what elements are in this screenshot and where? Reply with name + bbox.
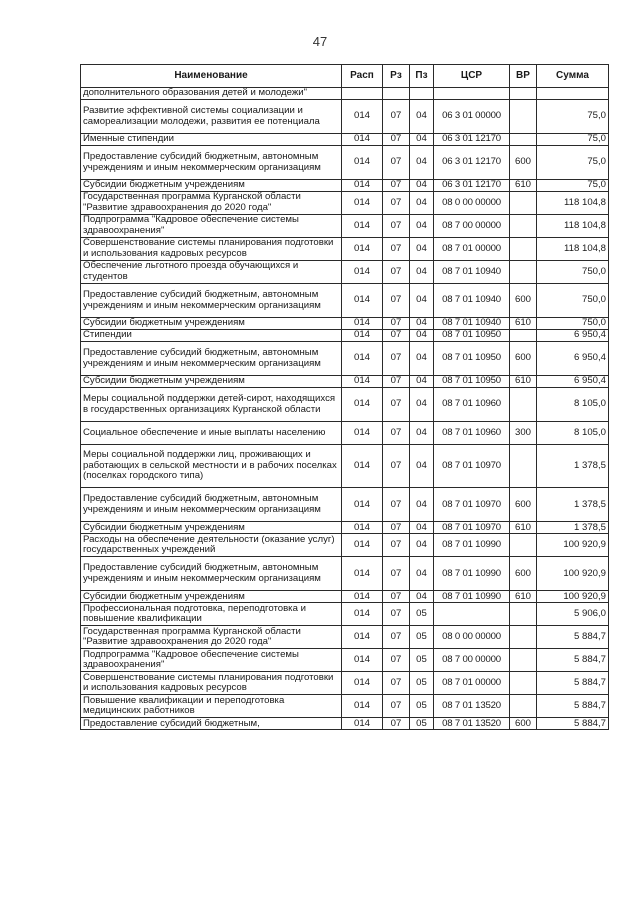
cell-name: Предоставление субсидий бюджетным, автономным учреждениям и иным некоммерческим организациям (81, 488, 342, 522)
cell-csr: 08 7 01 10990 (434, 534, 510, 557)
cell-csr: 08 7 01 13520 (434, 695, 510, 718)
cell-rz: 07 (383, 134, 410, 146)
cell-rz: 07 (383, 557, 410, 591)
table-row (81, 422, 609, 445)
cell-csr: 08 7 01 10940 (434, 318, 510, 330)
cell-vr (510, 388, 537, 422)
cell-sum (537, 88, 609, 100)
cell-csr: 08 7 01 10970 (434, 488, 510, 522)
cell-vr: 610 (510, 180, 537, 192)
cell-vr: 600 (510, 284, 537, 318)
cell-pz: 04 (410, 146, 434, 180)
cell-rz: 07 (383, 318, 410, 330)
cell-sum: 1 378,5 (537, 488, 609, 522)
cell-sum: 1 378,5 (537, 522, 609, 534)
cell-csr: 08 7 01 10950 (434, 330, 510, 342)
cell-rasp: 014 (342, 342, 383, 376)
cell-csr: 08 7 01 10990 (434, 557, 510, 591)
table-row (81, 557, 609, 591)
cell-vr (510, 649, 537, 672)
cell-csr: 08 7 01 10960 (434, 388, 510, 422)
cell-rz: 07 (383, 718, 410, 730)
cell-rz: 07 (383, 100, 410, 134)
cell-vr: 610 (510, 522, 537, 534)
table-row (81, 488, 609, 522)
cell-rasp: 014 (342, 215, 383, 238)
cell-csr: 08 7 00 00000 (434, 649, 510, 672)
cell-csr: 08 7 01 10950 (434, 342, 510, 376)
header-rz: Рз (383, 65, 410, 88)
cell-sum: 750,0 (537, 284, 609, 318)
cell-name: Социальное обеспечение и иные выплаты населению (81, 422, 342, 445)
cell-csr: 08 7 01 10940 (434, 284, 510, 318)
cell-vr (510, 330, 537, 342)
cell-rz (383, 88, 410, 100)
cell-sum: 8 105,0 (537, 422, 609, 445)
cell-pz: 04 (410, 100, 434, 134)
cell-name: дополнительного образования детей и молодежи" (81, 88, 342, 100)
table-body (81, 88, 609, 730)
cell-name: Стипендии (81, 330, 342, 342)
cell-vr (510, 100, 537, 134)
cell-pz: 05 (410, 603, 434, 626)
cell-pz: 05 (410, 695, 434, 718)
cell-pz: 04 (410, 180, 434, 192)
cell-name: Совершенствование системы планирования подготовки и использования кадровых ресурсов (81, 238, 342, 261)
table-row (81, 534, 609, 557)
cell-pz: 04 (410, 422, 434, 445)
cell-vr (510, 134, 537, 146)
table-header (81, 65, 609, 88)
budget-table (80, 64, 609, 730)
cell-rz: 07 (383, 672, 410, 695)
cell-name: Предоставление субсидий бюджетным, автономным учреждениям и иным некоммерческим организациям (81, 557, 342, 591)
cell-name: Расходы на обеспечение деятельности (оказание услуг) государственных учреждений (81, 534, 342, 557)
cell-vr (510, 603, 537, 626)
cell-rz: 07 (383, 342, 410, 376)
cell-csr: 06 3 01 12170 (434, 134, 510, 146)
table-row (81, 134, 609, 146)
cell-vr (510, 192, 537, 215)
cell-csr: 08 7 01 10990 (434, 591, 510, 603)
cell-pz: 04 (410, 318, 434, 330)
cell-sum: 6 950,4 (537, 342, 609, 376)
cell-name: Предоставление субсидий бюджетным, автономным учреждениям и иным некоммерческим организациям (81, 284, 342, 318)
header-name: Наименование (81, 65, 342, 88)
cell-sum: 118 104,8 (537, 215, 609, 238)
cell-name: Субсидии бюджетным учреждениям (81, 591, 342, 603)
table-row (81, 626, 609, 649)
cell-rasp: 014 (342, 488, 383, 522)
cell-rasp: 014 (342, 557, 383, 591)
cell-rz: 07 (383, 445, 410, 488)
cell-vr: 600 (510, 557, 537, 591)
cell-name: Подпрограмма "Кадровое обеспечение системы здравоохранения" (81, 215, 342, 238)
cell-rasp: 014 (342, 422, 383, 445)
cell-rasp: 014 (342, 534, 383, 557)
table-row (81, 718, 609, 730)
cell-sum: 118 104,8 (537, 192, 609, 215)
cell-vr: 300 (510, 422, 537, 445)
table-row (81, 342, 609, 376)
cell-rasp: 014 (342, 192, 383, 215)
cell-csr: 08 7 01 10950 (434, 376, 510, 388)
cell-rasp: 014 (342, 718, 383, 730)
cell-name: Обеспечение льготного проезда обучающихся и студентов (81, 261, 342, 284)
cell-rasp: 014 (342, 318, 383, 330)
page-number: 47 (312, 34, 328, 49)
cell-rz: 07 (383, 522, 410, 534)
cell-vr: 610 (510, 376, 537, 388)
table-row (81, 603, 609, 626)
table-row (81, 261, 609, 284)
table-row (81, 376, 609, 388)
table-row (81, 180, 609, 192)
cell-rasp: 014 (342, 100, 383, 134)
cell-name: Субсидии бюджетным учреждениям (81, 522, 342, 534)
cell-vr (510, 695, 537, 718)
cell-pz: 04 (410, 192, 434, 215)
cell-pz: 04 (410, 534, 434, 557)
table-row (81, 318, 609, 330)
cell-sum: 750,0 (537, 261, 609, 284)
cell-rz: 07 (383, 534, 410, 557)
cell-rz: 07 (383, 603, 410, 626)
table-row (81, 238, 609, 261)
cell-pz: 04 (410, 342, 434, 376)
cell-csr (434, 88, 510, 100)
cell-csr: 08 7 01 00000 (434, 238, 510, 261)
cell-vr (510, 261, 537, 284)
cell-rasp: 014 (342, 261, 383, 284)
cell-sum: 5 906,0 (537, 603, 609, 626)
table-row (81, 88, 609, 100)
cell-csr (434, 603, 510, 626)
header-sum: Сумма (537, 65, 609, 88)
cell-pz: 04 (410, 591, 434, 603)
cell-name: Субсидии бюджетным учреждениям (81, 180, 342, 192)
cell-rz: 07 (383, 284, 410, 318)
cell-csr: 06 3 01 12170 (434, 146, 510, 180)
cell-rz: 07 (383, 695, 410, 718)
cell-rasp: 014 (342, 238, 383, 261)
cell-vr: 600 (510, 718, 537, 730)
cell-csr: 08 7 01 10940 (434, 261, 510, 284)
cell-name: Профессиональная подготовка, переподготовка и повышение квалификации (81, 603, 342, 626)
cell-rz: 07 (383, 192, 410, 215)
cell-rasp: 014 (342, 284, 383, 318)
table-row (81, 388, 609, 422)
cell-vr: 600 (510, 488, 537, 522)
cell-pz: 05 (410, 718, 434, 730)
cell-rz: 07 (383, 180, 410, 192)
cell-vr (510, 445, 537, 488)
cell-rasp: 014 (342, 649, 383, 672)
cell-pz (410, 88, 434, 100)
cell-vr (510, 626, 537, 649)
header-pz: Пз (410, 65, 434, 88)
cell-name: Предоставление субсидий бюджетным, (81, 718, 342, 730)
table-row (81, 649, 609, 672)
cell-sum: 100 920,9 (537, 591, 609, 603)
header-vr: ВР (510, 65, 537, 88)
cell-rasp: 014 (342, 376, 383, 388)
cell-pz: 04 (410, 376, 434, 388)
cell-rz: 07 (383, 422, 410, 445)
cell-name: Развитие эффективной системы социализации и самореализации молодежи, развития ее потенциала (81, 100, 342, 134)
cell-pz: 04 (410, 388, 434, 422)
cell-name: Повышение квалификации и переподготовка медицинских работников (81, 695, 342, 718)
cell-sum: 75,0 (537, 134, 609, 146)
cell-rz: 07 (383, 388, 410, 422)
table-row (81, 284, 609, 318)
cell-sum: 1 378,5 (537, 445, 609, 488)
cell-pz: 04 (410, 215, 434, 238)
cell-sum: 750,0 (537, 318, 609, 330)
cell-pz: 04 (410, 522, 434, 534)
cell-rz: 07 (383, 238, 410, 261)
cell-sum: 100 920,9 (537, 534, 609, 557)
cell-pz: 04 (410, 238, 434, 261)
cell-name: Подпрограмма "Кадровое обеспечение системы здравоохранения" (81, 649, 342, 672)
cell-sum: 5 884,7 (537, 695, 609, 718)
table-row (81, 215, 609, 238)
cell-sum: 100 920,9 (537, 557, 609, 591)
cell-vr: 600 (510, 342, 537, 376)
cell-rasp: 014 (342, 603, 383, 626)
cell-pz: 05 (410, 649, 434, 672)
cell-sum: 5 884,7 (537, 718, 609, 730)
header-csr: ЦСР (434, 65, 510, 88)
cell-csr: 08 7 01 10960 (434, 422, 510, 445)
cell-rasp: 014 (342, 180, 383, 192)
cell-rz: 07 (383, 261, 410, 284)
cell-pz: 05 (410, 626, 434, 649)
cell-name: Государственная программа Курганской области "Развитие здравоохранения до 2020 года" (81, 626, 342, 649)
cell-rz: 07 (383, 649, 410, 672)
table-row (81, 192, 609, 215)
table-row (81, 330, 609, 342)
cell-csr: 06 3 01 12170 (434, 180, 510, 192)
cell-rasp: 014 (342, 672, 383, 695)
cell-vr (510, 534, 537, 557)
table-row (81, 100, 609, 134)
header-row (81, 65, 609, 88)
cell-rz: 07 (383, 146, 410, 180)
cell-pz: 04 (410, 557, 434, 591)
cell-name: Именные стипендии (81, 134, 342, 146)
cell-csr: 06 3 01 00000 (434, 100, 510, 134)
table-row (81, 695, 609, 718)
cell-name: Меры социальной поддержки лиц, проживающих и работающих в сельской местности и в рабочих поселках (поселках городского типа) (81, 445, 342, 488)
cell-csr: 08 7 01 13520 (434, 718, 510, 730)
cell-pz: 04 (410, 488, 434, 522)
table-row (81, 146, 609, 180)
cell-rasp: 014 (342, 146, 383, 180)
cell-vr (510, 215, 537, 238)
cell-name: Предоставление субсидий бюджетным, автономным учреждениям и иным некоммерческим организациям (81, 342, 342, 376)
cell-rz: 07 (383, 330, 410, 342)
cell-rz: 07 (383, 488, 410, 522)
cell-rasp: 014 (342, 522, 383, 534)
table-row (81, 522, 609, 534)
cell-vr (510, 238, 537, 261)
cell-vr: 610 (510, 318, 537, 330)
cell-csr: 08 7 00 00000 (434, 215, 510, 238)
cell-sum: 6 950,4 (537, 330, 609, 342)
cell-sum: 5 884,7 (537, 626, 609, 649)
cell-rasp: 014 (342, 445, 383, 488)
cell-vr: 610 (510, 591, 537, 603)
cell-sum: 5 884,7 (537, 672, 609, 695)
header-rasp: Расп (342, 65, 383, 88)
cell-sum: 75,0 (537, 146, 609, 180)
cell-vr: 600 (510, 146, 537, 180)
table-row (81, 591, 609, 603)
cell-name: Субсидии бюджетным учреждениям (81, 318, 342, 330)
cell-csr: 08 7 01 10970 (434, 445, 510, 488)
cell-pz: 04 (410, 134, 434, 146)
cell-sum: 75,0 (537, 180, 609, 192)
cell-rz: 07 (383, 376, 410, 388)
cell-name: Предоставление субсидий бюджетным, автономным учреждениям и иным некоммерческим организациям (81, 146, 342, 180)
cell-rasp: 014 (342, 330, 383, 342)
cell-pz: 05 (410, 672, 434, 695)
cell-name: Совершенствование системы планирования подготовки и использования кадровых ресурсов (81, 672, 342, 695)
cell-name: Меры социальной поддержки детей-сирот, находящихся в государственных организациях Курганской области (81, 388, 342, 422)
cell-sum: 5 884,7 (537, 649, 609, 672)
cell-csr: 08 7 01 00000 (434, 672, 510, 695)
cell-csr: 08 7 01 10970 (434, 522, 510, 534)
cell-name: Государственная программа Курганской области "Развитие здравоохранения до 2020 года" (81, 192, 342, 215)
cell-rz: 07 (383, 215, 410, 238)
cell-rasp: 014 (342, 695, 383, 718)
cell-sum: 75,0 (537, 100, 609, 134)
cell-rasp: 014 (342, 626, 383, 649)
cell-rasp: 014 (342, 591, 383, 603)
cell-vr (510, 88, 537, 100)
cell-name: Субсидии бюджетным учреждениям (81, 376, 342, 388)
cell-pz: 04 (410, 330, 434, 342)
table-row (81, 672, 609, 695)
cell-pz: 04 (410, 445, 434, 488)
cell-rz: 07 (383, 591, 410, 603)
cell-pz: 04 (410, 284, 434, 318)
cell-csr: 08 0 00 00000 (434, 192, 510, 215)
table-row (81, 445, 609, 488)
cell-rasp: 014 (342, 134, 383, 146)
cell-rz: 07 (383, 626, 410, 649)
cell-sum: 8 105,0 (537, 388, 609, 422)
cell-pz: 04 (410, 261, 434, 284)
cell-sum: 6 950,4 (537, 376, 609, 388)
cell-sum: 118 104,8 (537, 238, 609, 261)
cell-csr: 08 0 00 00000 (434, 626, 510, 649)
cell-rasp: 014 (342, 388, 383, 422)
cell-rasp (342, 88, 383, 100)
cell-vr (510, 672, 537, 695)
